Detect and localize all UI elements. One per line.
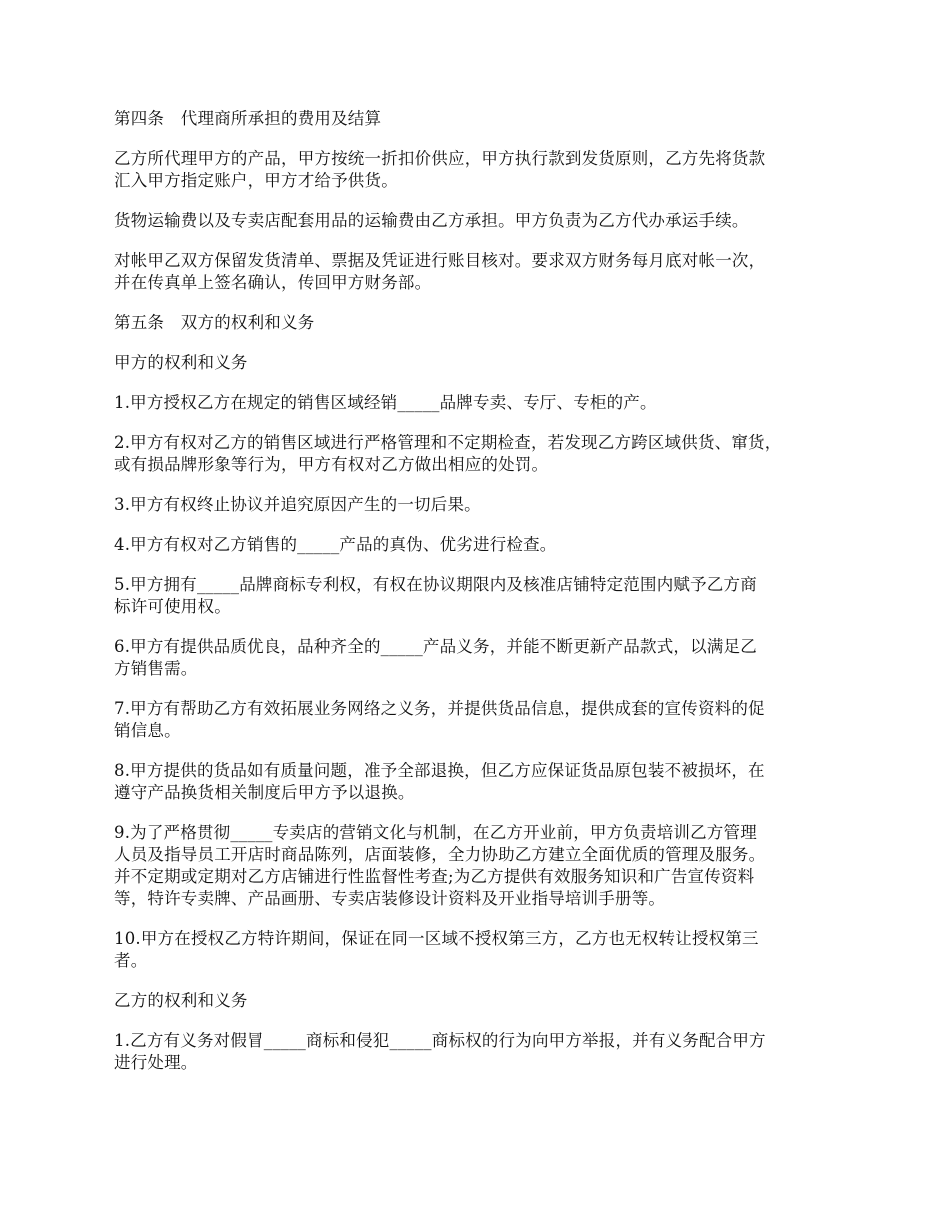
subheading-party-b <box>114 990 844 1012</box>
text-line: 4.甲方有权对乙方销售的_____产品的真伪、优劣进行检查。 <box>114 535 557 554</box>
text-line: 9.为了严格贯彻_____专卖店的营销文化与机制，在乙方开业前，甲方负责培训乙方管理 <box>114 823 757 842</box>
text-line: 2.甲方有权对乙方的销售区域进行严格管理和不定期检查，若发现乙方跨区域供货、窜货， <box>114 433 782 452</box>
clause-item <box>114 392 844 414</box>
text-line: 6.甲方有提供品质优良，品种齐全的_____产品义务，并能不断更新产品款式，以满足乙 <box>114 637 757 656</box>
paragraph <box>114 148 844 192</box>
text-line: 1.乙方有义务对假冒_____商标和侵犯_____商标权的行为向甲方举报，并有义务配合甲方 <box>114 1031 766 1050</box>
text-line: 人员及指导员工开店时商品陈列，店面装修，全力协助乙方建立全面优质的管理及服务。 <box>114 845 766 864</box>
text-line: 汇入甲方指定账户，甲方才给予供货。 <box>114 171 398 190</box>
clause-item <box>114 574 844 618</box>
text-line: 货物运输费以及专卖店配套用品的运输费由乙方承担。甲方负责为乙方代办承运手续。 <box>114 211 749 230</box>
text-line: 对帐甲乙双方保留发货清单、票据及凭证进行账目核对。要求双方财务每月底对帐一次， <box>114 251 766 270</box>
text-line: 标许可使用权。 <box>114 597 231 616</box>
text-line: 等，特许专卖牌、产品画册、专卖店装修设计资料及开业指导培训手册等。 <box>114 889 666 908</box>
text-line: 甲方的权利和义务 <box>114 353 248 372</box>
text-line: 或有损品牌形象等行为，甲方有权对乙方做出相应的处罚。 <box>114 455 549 474</box>
document-page <box>114 108 844 1092</box>
text-line: 者。 <box>114 951 148 970</box>
text-line: 1.甲方授权乙方在规定的销售区域经销_____品牌专卖、专厅、专柜的产。 <box>114 393 657 412</box>
text-line: 遵守产品换货相关制度后甲方予以退换。 <box>114 783 415 802</box>
clause-item <box>114 698 844 742</box>
text-line: 8.甲方提供的货品如有质量问题，准予全部退换，但乙方应保证货品原包装不被损坏，在 <box>114 761 765 780</box>
clause-item <box>114 822 844 910</box>
clause-item <box>114 760 844 804</box>
text-line: 乙方所代理甲方的产品，甲方按统一折扣价供应，甲方执行款到发货原则，乙方先将货款 <box>114 149 766 168</box>
heading-article-5 <box>114 312 844 334</box>
text-line: 乙方的权利和义务 <box>114 991 248 1010</box>
paragraph <box>114 210 844 232</box>
clause-item <box>114 636 844 680</box>
clause-item <box>114 494 844 516</box>
text-line: 进行处理。 <box>114 1053 198 1072</box>
subheading-party-a <box>114 352 844 374</box>
clause-item <box>114 928 844 972</box>
heading-article-4 <box>114 108 844 130</box>
text-line: 3.甲方有权终止协议并追究原因产生的一切后果。 <box>114 495 481 514</box>
text-line: 方销售需。 <box>114 659 198 678</box>
paragraph <box>114 250 844 294</box>
text-line: 10.甲方在授权乙方特许期间，保证在同一区域不授权第三方，乙方也无权转让授权第三 <box>114 929 759 948</box>
text-line: 销信息。 <box>114 721 181 740</box>
text-line: 并不定期或定期对乙方店铺进行性监督性考查;为乙方提供有效服务知识和广告宣传资料 <box>114 867 755 886</box>
text-line: 并在传真单上签名确认，传回甲方财务部。 <box>114 273 432 292</box>
text-line: 5.甲方拥有_____品牌商标专利权，有权在协议期限内及核准店铺特定范围内赋予乙方商 <box>114 575 757 594</box>
text-line: 第五条 双方的权利和义务 <box>114 313 315 332</box>
text-line: 7.甲方有帮助乙方有效拓展业务网络之义务，并提供货品信息，提供成套的宣传资料的促 <box>114 699 765 718</box>
clause-item <box>114 432 844 476</box>
clause-item <box>114 1030 844 1074</box>
text-line: 第四条 代理商所承担的费用及结算 <box>114 109 382 128</box>
clause-item <box>114 534 844 556</box>
